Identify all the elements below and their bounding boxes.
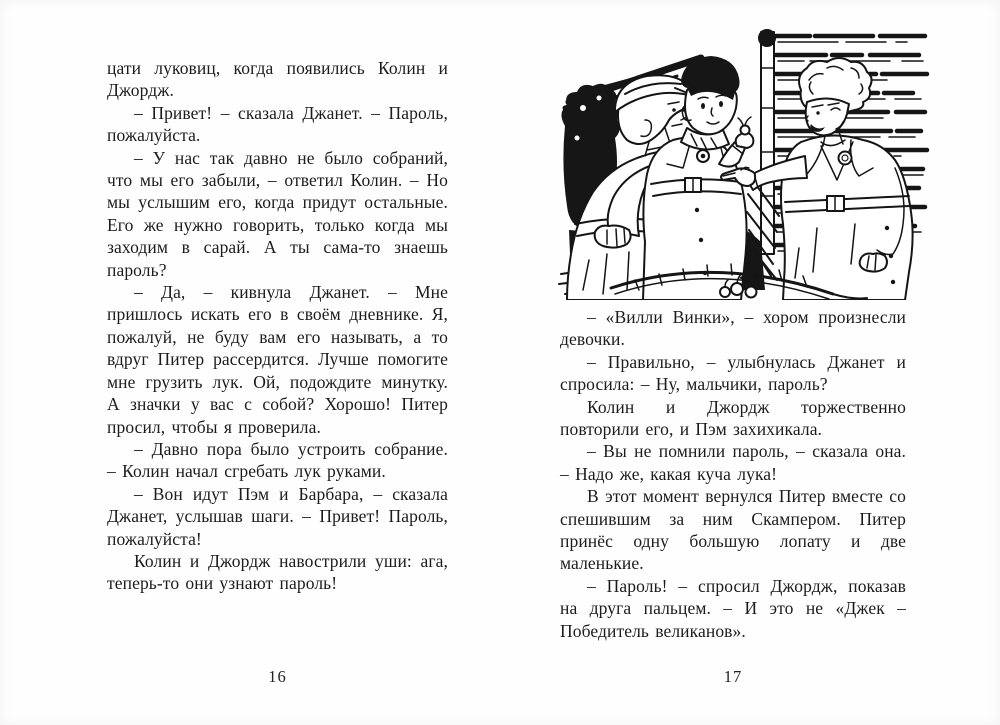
right-page-text-column	[560, 306, 906, 642]
paragraph: – У нас так давно не было собраний, что мы его забыли, – ответил Колин. – Но мы услышим его, когда придут остальные. Его же нужно говорить, только когда мы заходим в сарай. А ты сама-то знаешь пароль?	[107, 147, 448, 280]
paragraph: – Вы не помнили пароль, – сказала она. – Надо же, какая куча лука!	[560, 441, 906, 484]
paragraph: В этот момент вернулся Питер вместе со спешившим за ним Скампером. Питер принёс одну большую лопату и две маленькие.	[560, 486, 906, 574]
paragraph: – «Вилли Винки», – хором произнесли девочки.	[560, 307, 906, 350]
paragraph: – Привет! – сказала Джанет. – Пароль, пожалуйста.	[107, 102, 448, 146]
paragraph: – Давно пора было устроить собрание. – Колин начал сгребать лук руками.	[107, 438, 448, 482]
left-page-text-column	[107, 57, 448, 595]
book-illustration	[555, 28, 930, 300]
paragraph: – Пароль! – спросил Джордж, показав на друга пальцем. – И это не «Джек – Победитель великанов».	[560, 575, 906, 641]
right-page-number: 17	[723, 667, 743, 686]
paragraph: – Да, – кивнула Джанет. – Мне пришлось искать его в своём дневнике. Я, пожалуй, не буду вам его называть, а то вдруг Питер рассердится. Лучше помогите мне грузить лук. Ой, подождите минутку. А значки у вас с собой? Хорошо! Питер просил, чтобы я проверила.	[107, 282, 448, 437]
paragraph: Колин и Джордж торжественно повторили его, и Пэм захихикала.	[560, 396, 906, 440]
paragraph: цати луковиц, когда появились Колин и Джордж.	[107, 58, 448, 101]
paragraph: Колин и Джордж навострили уши: ага, теперь-то они узнают пароль!	[107, 550, 448, 594]
paragraph: – Правильно, – улыбнулась Джанет и спросила: – Ну, мальчики, пароль?	[560, 351, 906, 395]
paragraph: – Вон идут Пэм и Барбара, – сказала Джанет, услышав шаги. – Привет! Пароль, пожалуйста!	[107, 483, 448, 549]
left-page-number: 16	[268, 667, 287, 686]
